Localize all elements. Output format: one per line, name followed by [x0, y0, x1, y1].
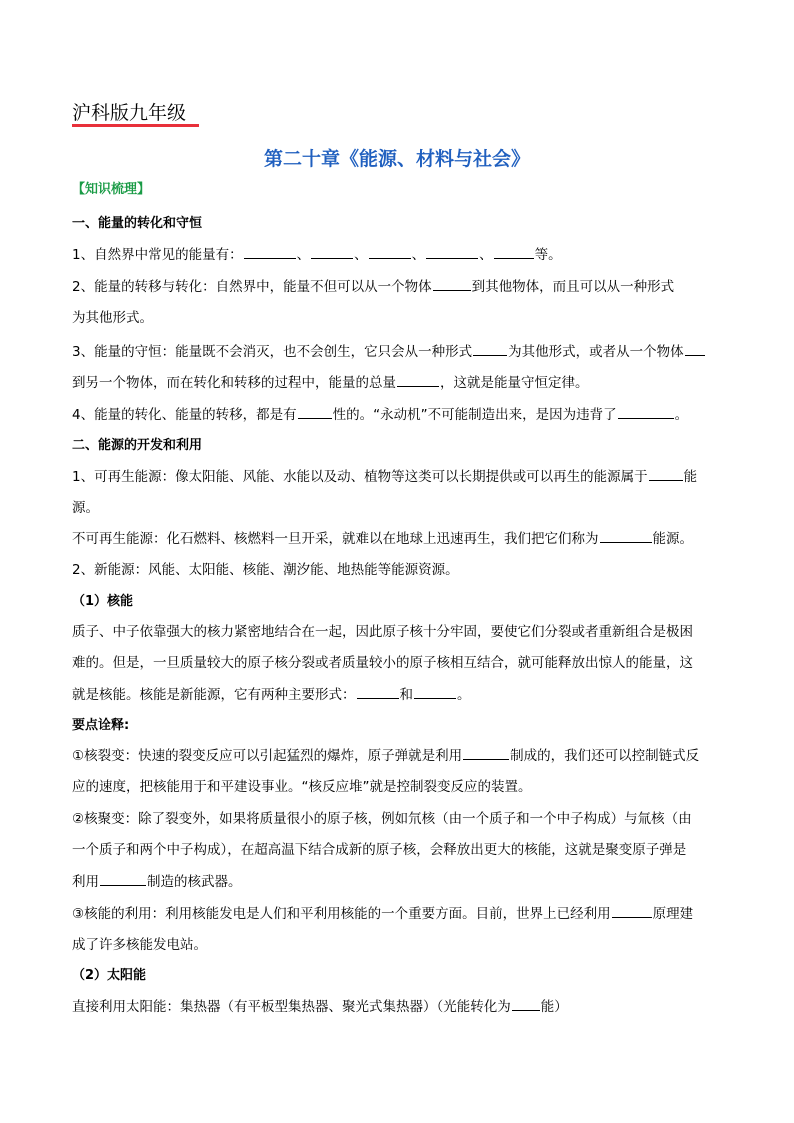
renewable-line2: 源。 [72, 500, 99, 516]
nonrenewable-line: 不可再生能源：化石燃料、核燃料一旦开采，就难以在地球上迅速再生，我们把它们称为 能源。 [72, 528, 693, 550]
answer-blank[interactable] [369, 244, 411, 259]
fission-line1: ①核裂变：快速的裂变反应可以引起猛烈的爆炸，原子弹就是利用 制成的，我们还可以控制链式反 [72, 745, 699, 767]
answer-blank[interactable] [311, 244, 353, 259]
nuclear-para-line2: 难的。但是，一旦质量较大的原子核分裂或者质量较小的原子核相互结合，就可能释放出惊人的能量，这 [72, 655, 693, 671]
chapter-title: 第二十章《能源、材料与社会》 [263, 148, 530, 170]
usage-line2: 成了许多核能发电站。 [72, 937, 207, 953]
item4-line: 4、能量的转化、能量的转移，都是有 性的。“永动机”不可能制造出来，是因为违背了 。 [72, 404, 688, 426]
answer-blank[interactable] [244, 244, 296, 259]
nuclear-heading: （1）核能 [72, 594, 134, 609]
grade-tag: 沪科版九年级 [72, 102, 187, 124]
fusion-line3: 利用 制造的核武器。 [72, 871, 242, 893]
fusion-line2: 一个质子和两个中子构成），在超高温下结合成新的原子核，会释放出更大的核能，这就是聚变原子弹是 [72, 842, 687, 858]
solar-line: 直接利用太阳能：集热器（有平板型集热器、聚光式集热器）（光能转化为 能） [72, 996, 568, 1018]
part2-heading: 二、能源的开发和利用 [72, 438, 203, 453]
answer-blank[interactable] [612, 903, 652, 918]
nuclear-para-line3: 就是核能。核能是新能源，它有两种主要形式： 和 。 [72, 684, 471, 706]
answer-blank[interactable] [463, 745, 509, 760]
answer-blank[interactable] [298, 404, 332, 419]
new-energy-line: 2、新能源：风能、太阳能、核能、潮汐能、地热能等能源资源。 [72, 562, 459, 578]
nuclear-para-line1: 质子、中子依靠强大的核力紧密地结合在一起，因此原子核十分牢固，要使它们分裂或者重新组合是极困 [72, 624, 693, 640]
grade-tag-underline [72, 124, 199, 127]
item2-line2: 为其他形式。 [72, 310, 153, 326]
part1-heading: 一、能量的转化和守恒 [72, 216, 203, 231]
key-points-heading: 要点诠释: [72, 718, 130, 733]
answer-blank[interactable] [618, 404, 674, 419]
item2-line1: 2、能量的转移与转化：自然界中，能量不但可以从一个物体 到其他物体，而且可以从一种形式 [72, 276, 674, 298]
answer-blank[interactable] [649, 466, 683, 481]
answer-blank[interactable] [357, 684, 399, 699]
answer-blank[interactable] [512, 996, 540, 1011]
answer-blank[interactable] [473, 341, 507, 356]
knowledge-section-tag: 【知识梳理】 [72, 182, 151, 197]
answer-blank[interactable] [600, 528, 652, 543]
answer-blank[interactable] [433, 276, 471, 291]
answer-blank[interactable] [414, 684, 456, 699]
usage-line1: ③核能的利用：利用核能发电是人们和平利用核能的一个重要方面。目前，世界上已经利用 原理建 [72, 903, 693, 925]
item3-line2: 到另一个物体，而在转化和转移的过程中，能量的总量 ，这就是能量守恒定律。 [72, 372, 589, 394]
answer-blank[interactable] [397, 372, 439, 387]
item1-line: 1、自然界中常见的能量有： 、 、 、 、 等。 [72, 244, 562, 266]
answer-blank[interactable] [494, 244, 534, 259]
solar-heading: （2）太阳能 [72, 968, 147, 983]
answer-blank[interactable] [100, 871, 146, 886]
answer-blank[interactable] [685, 341, 705, 356]
answer-blank[interactable] [426, 244, 478, 259]
renewable-line1: 1、可再生能源：像太阳能、风能、水能以及动、植物等这类可以长期提供或可以再生的能源属于 能 [72, 466, 697, 488]
fission-line2: 应的速度，把核能用于和平建设事业。“核反应堆”就是控制裂变反应的装置。 [72, 779, 532, 795]
fusion-line1: ②核聚变：除了裂变外，如果将质量很小的原子核，例如氘核（由一个质子和一个中子构成）与氚核（由 [72, 811, 692, 827]
item3-line1: 3、能量的守恒：能量既不会消灭，也不会创生，它只会从一种形式 为其他形式，或者从一个物体 [72, 341, 706, 363]
